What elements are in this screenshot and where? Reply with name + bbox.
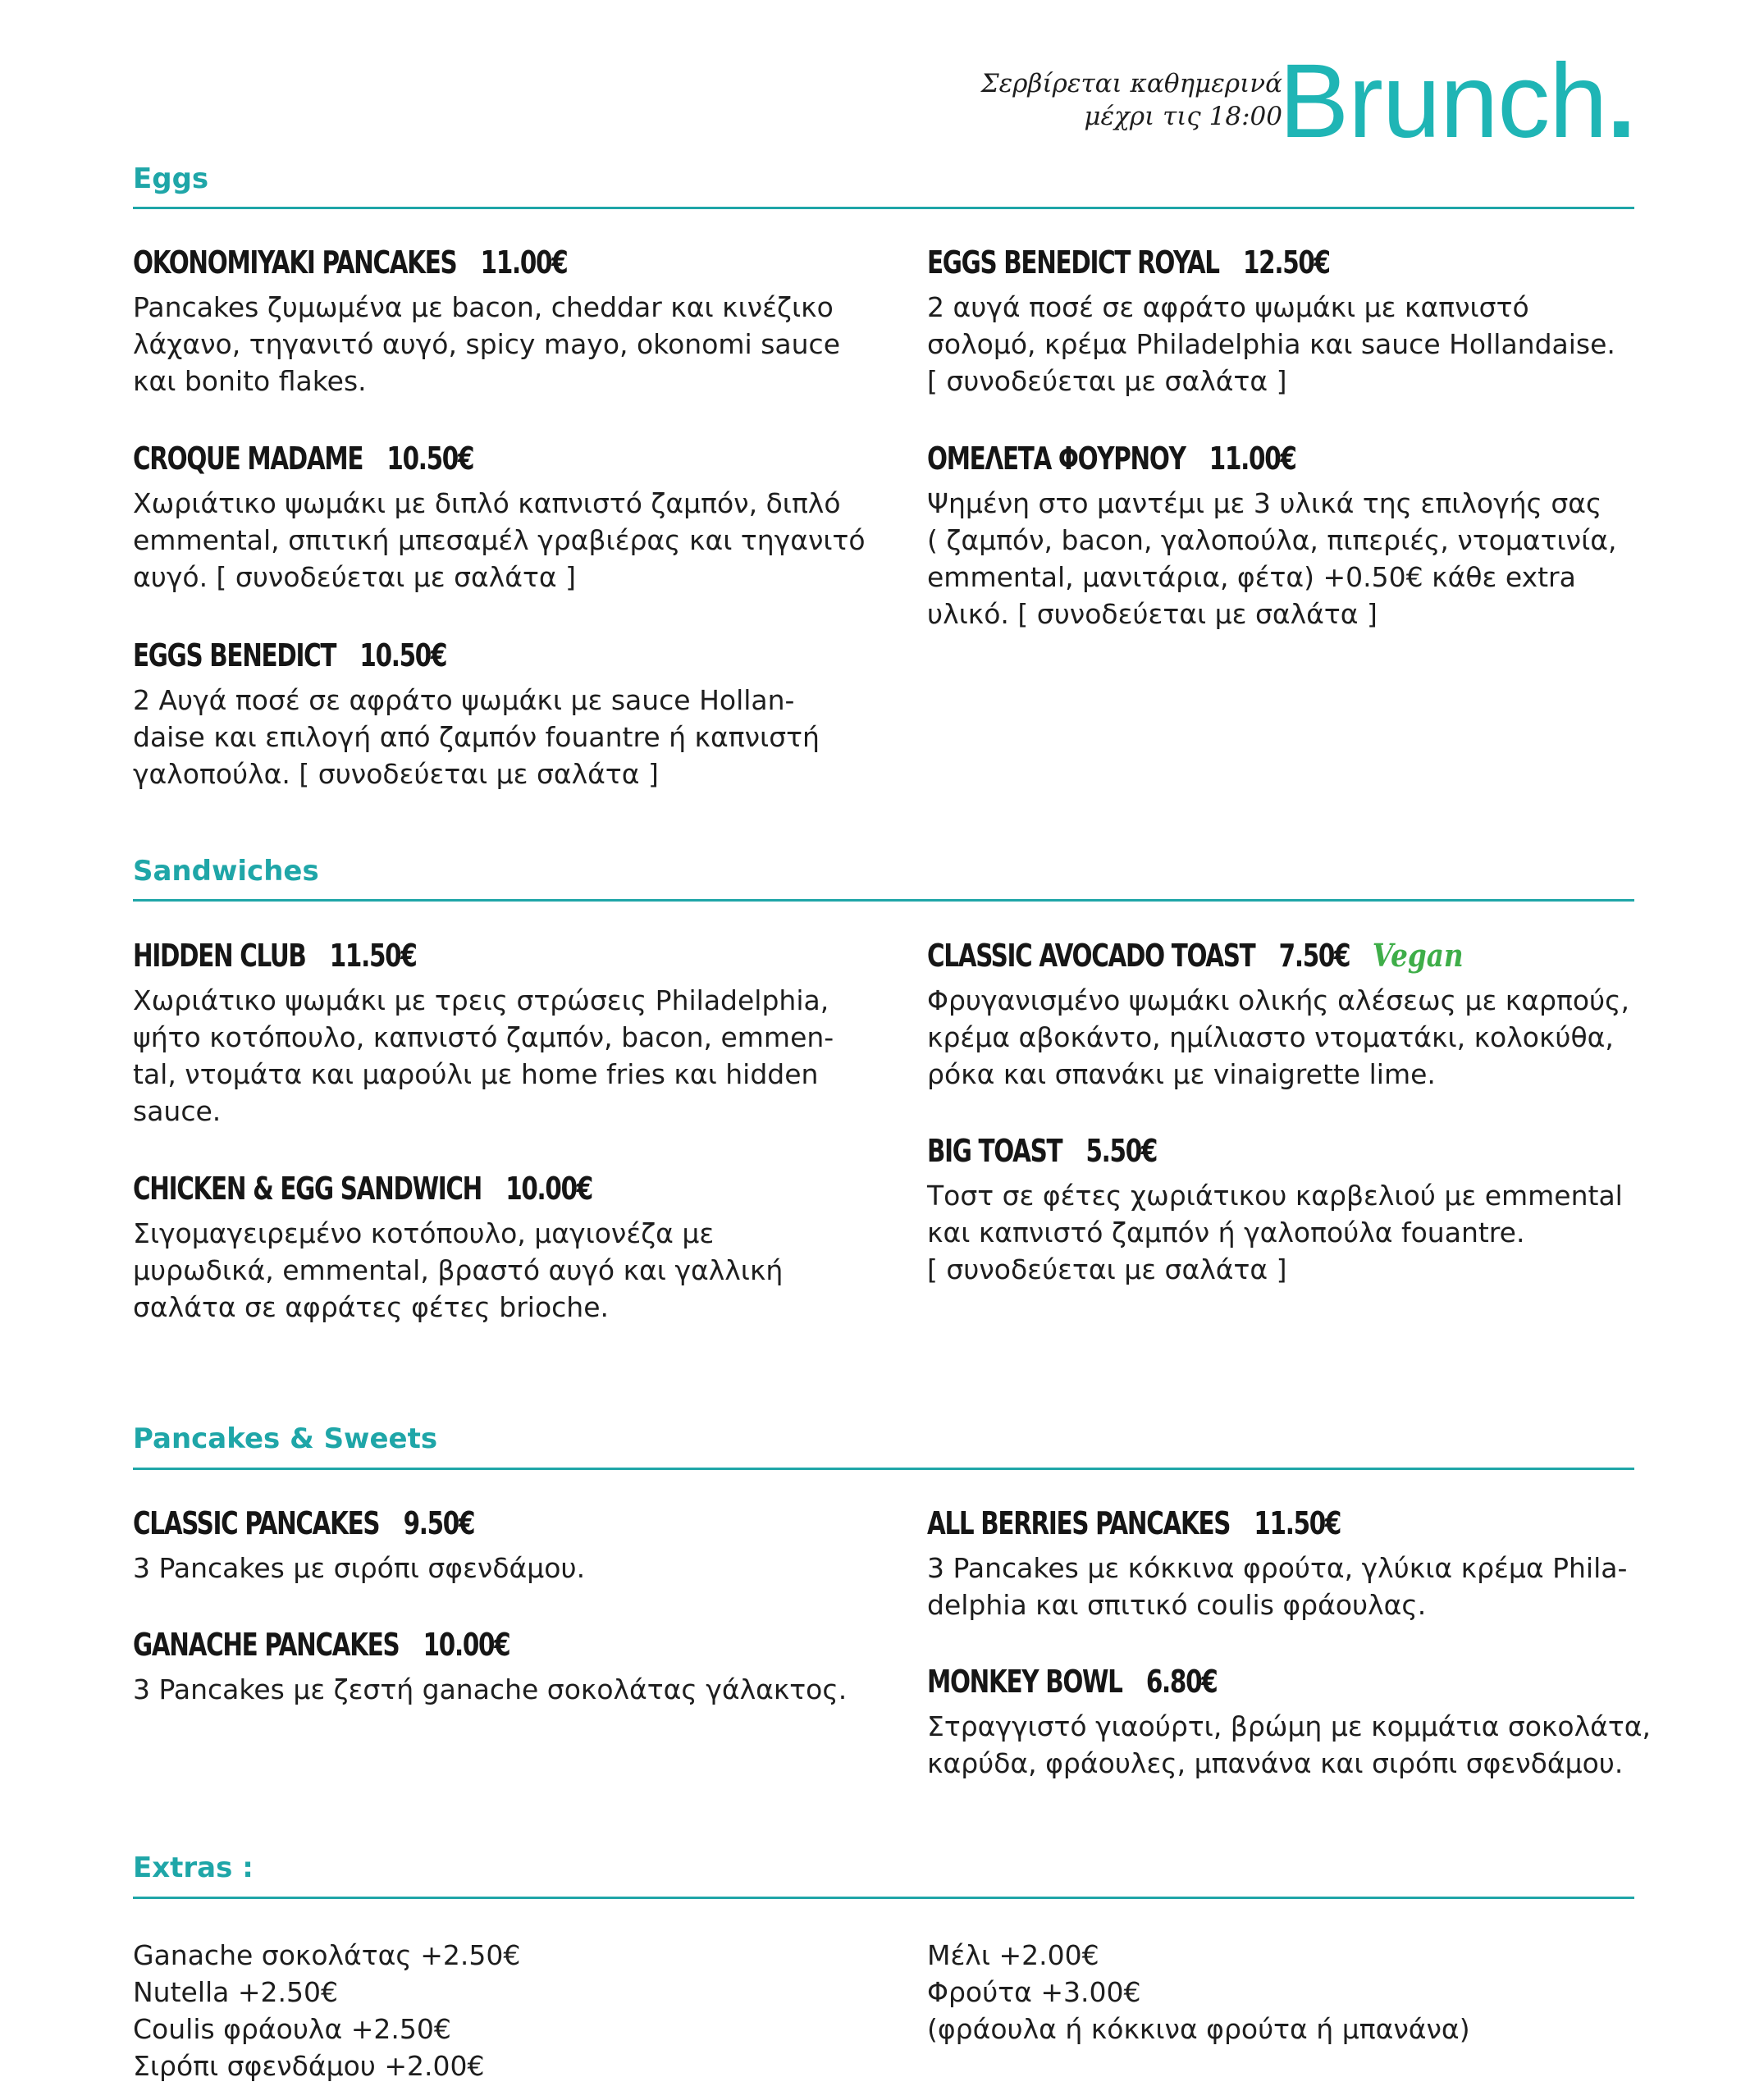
item-name: CLASSIC PANCAKES	[133, 1505, 380, 1541]
desc-line: 3 Pancakes με σιρόπι σφενδάμου.	[133, 1552, 586, 1584]
desc-line: ρόκα και σπανάκι με vinaigrette lime.	[927, 1058, 1436, 1090]
desc-line: κρέμα αβοκάντο, ημίλιαστο ντοματάκι, κολοκύθα,	[927, 1021, 1614, 1053]
menu-item-ganache-pancakes	[133, 1625, 855, 1708]
extra-item: Σιρόπι σφενδάμου +2.00€	[133, 2050, 485, 2082]
item-description	[133, 485, 866, 596]
item-description	[133, 682, 855, 792]
desc-line: [ συνοδεύεται με σαλάτα ]	[927, 1253, 1287, 1285]
desc-line: Στραγγιστό γιαούρτι, βρώμη με κομμάτια σοκολάτα,	[927, 1710, 1651, 1742]
item-description	[133, 289, 855, 399]
item-description	[133, 982, 855, 1130]
item-name: BIG TOAST	[927, 1133, 1062, 1169]
desc-line: Σιγομαγειρεμένο κοτόπουλο, μαγιονέζα με	[133, 1217, 715, 1249]
item-name: HIDDEN CLUB	[133, 938, 306, 974]
menu-item-monkey-bowl	[927, 1662, 1649, 1782]
extra-note: (φράουλα ή κόκκινα φρούτα ή μπανάνα)	[927, 2013, 1470, 2045]
item-price: 11.50€	[329, 938, 417, 974]
extra-item: Μέλι +2.00€	[927, 1939, 1099, 1971]
desc-line: ( ζαμπόν, bacon, γαλοπούλα, πιπεριές, ντοματινία,	[927, 524, 1617, 556]
desc-line: 2 Αυγά ποσέ σε αφράτο ψωμάκι με sauce Hollan-	[133, 684, 795, 716]
title-text: Brunch	[1278, 43, 1607, 160]
item-name: CLASSIC AVOCADO TOAST	[927, 938, 1255, 974]
extra-item: Coulis φράουλα +2.50€	[133, 2013, 451, 2045]
section-divider-sandwiches	[133, 899, 1634, 902]
item-price: 11.00€	[1209, 441, 1296, 477]
item-price: 9.50€	[403, 1505, 475, 1541]
menu-item-hidden-club	[133, 936, 855, 1130]
section-divider-eggs	[133, 207, 1634, 209]
desc-line: γαλοπούλα. [ συνοδεύεται με σαλάτα ]	[133, 758, 659, 790]
menu-item-big-toast	[927, 1131, 1649, 1288]
item-price: 11.00€	[480, 244, 568, 281]
menu-item-all-berries-pancakes	[927, 1504, 1649, 1623]
section-divider-extras	[133, 1897, 1634, 1899]
serving-hours	[823, 67, 1282, 133]
desc-line: delphia και σπιτικό coulis φράουλας.	[927, 1589, 1427, 1621]
desc-line: Τοστ σε φέτες χωριάτικου καρβελιού με emmental	[927, 1180, 1623, 1212]
menu-item-avocado-toast	[927, 936, 1649, 1093]
section-title-eggs: Eggs	[133, 162, 209, 195]
item-name: ΟΜΕΛΕΤΑ ΦΟΥΡΝΟΥ	[927, 441, 1186, 477]
tagline-line-1: Σερβίρεται καθημερινά	[980, 69, 1282, 98]
desc-line: Χωριάτικο ψωμάκι με τρεις στρώσεις Philadelphia,	[133, 984, 829, 1016]
item-description	[133, 1671, 855, 1708]
menu-item-croque-madame	[133, 439, 866, 596]
desc-line: υλικό. [ συνοδεύεται με σαλάτα ]	[927, 598, 1378, 630]
item-price: 12.50€	[1242, 244, 1330, 281]
item-price: 10.50€	[359, 637, 447, 673]
menu-item-eggs-benedict	[133, 636, 855, 792]
item-name: GANACHE PANCAKES	[133, 1627, 400, 1663]
item-name: EGGS BENEDICT	[133, 637, 336, 673]
desc-line: Χωριάτικο ψωμάκι με διπλό καπνιστό ζαμπόν, διπλό	[133, 487, 841, 519]
item-price: 5.50€	[1085, 1133, 1158, 1169]
desc-line: και καπνιστό ζαμπόν ή γαλοπούλα fouantre.	[927, 1217, 1525, 1249]
menu-item-chicken-egg-sandwich	[133, 1169, 855, 1326]
desc-line: λάχανο, τηγανιτό αυγό, spicy mayo, okonomi sauce	[133, 328, 840, 360]
desc-line: και bonito flakes.	[133, 365, 367, 397]
item-description	[927, 485, 1649, 632]
extras-list-right	[927, 1937, 1470, 2048]
extras-list-left	[133, 1937, 520, 2084]
desc-line: σολομό, κρέμα Philadelphia και sauce Hollandaise.	[927, 328, 1615, 360]
desc-line: [ συνοδεύεται με σαλάτα ]	[927, 365, 1287, 397]
item-price: 7.50€	[1278, 938, 1350, 974]
item-price: 10.50€	[386, 441, 474, 477]
desc-line: emmental, σπιτική μπεσαμέλ γραβιέρας και τηγανιτό	[133, 524, 866, 556]
menu-item-eggs-benedict-royal	[927, 243, 1649, 399]
section-title-sandwiches: Sandwiches	[133, 855, 319, 888]
extra-item: Φρούτα +3.00€	[927, 1976, 1141, 2008]
item-description	[927, 1550, 1649, 1623]
item-price: 6.80€	[1145, 1664, 1218, 1700]
item-name: MONKEY BOWL	[927, 1664, 1122, 1700]
desc-line: 3 Pancakes με κόκκινα φρούτα, γλύκια κρέμα Phila-	[927, 1552, 1628, 1584]
desc-line: emmental, μανιτάρια, φέτα) +0.50€ κάθε extra	[927, 561, 1576, 593]
section-title-extras: Extras :	[133, 1851, 254, 1884]
desc-line: sauce.	[133, 1095, 222, 1127]
desc-line: Ψημένη στο μαντέμι με 3 υλικά της επιλογής σας	[927, 487, 1602, 519]
desc-line: αυγό. [ συνοδεύεται με σαλάτα ]	[133, 561, 577, 593]
extra-item: Ganache σοκολάτας +2.50€	[133, 1939, 521, 1971]
desc-line: ψήτο κοτόπουλο, καπνιστό ζαμπόν, bacon, emmen-	[133, 1021, 834, 1053]
item-description	[927, 982, 1649, 1093]
desc-line: daise και επιλογή από ζαμπόν fouantre ή καπνιστή	[133, 721, 820, 753]
desc-line: Φρυγανισμένο ψωμάκι ολικής αλέσεως με καρπούς,	[927, 984, 1629, 1016]
item-description	[927, 289, 1649, 399]
menu-item-omeleta-fournou	[927, 439, 1649, 632]
item-description	[927, 1708, 1649, 1782]
item-price: 11.50€	[1254, 1505, 1341, 1541]
page-title	[1279, 44, 1635, 159]
desc-line: μυρωδικά, emmental, βραστό αυγό και γαλλική	[133, 1254, 784, 1286]
section-title-pancakes-sweets: Pancakes & Sweets	[133, 1422, 438, 1455]
desc-line: καρύδα, φράουλες, μπανάνα και σιρόπι σφενδάμου.	[927, 1747, 1624, 1779]
item-name: ALL BERRIES PANCAKES	[927, 1505, 1231, 1541]
desc-line: Pancakes ζυμωμένα με bacon, cheddar και κινέζικο	[133, 291, 834, 323]
item-name: EGGS BENEDICT ROYAL	[927, 244, 1219, 281]
item-name: OKONOMIYAKI PANCAKES	[133, 244, 457, 281]
item-name: CROQUE MADAME	[133, 441, 363, 477]
item-description	[133, 1550, 855, 1586]
menu-item-okonomiyaki	[133, 243, 855, 399]
desc-line: 3 Pancakes με ζεστή ganache σοκολάτας γάλακτος.	[133, 1673, 848, 1705]
menu-item-classic-pancakes	[133, 1504, 855, 1586]
section-divider-pancakes	[133, 1468, 1634, 1470]
desc-line: tal, ντομάτα και μαρούλι με home fries και hidden	[133, 1058, 819, 1090]
item-price: 10.00€	[505, 1171, 592, 1207]
desc-line: 2 αυγά ποσέ σε αφράτο ψωμάκι με καπνιστό	[927, 291, 1529, 323]
vegan-badge: Vegan	[1372, 937, 1464, 974]
item-description	[133, 1215, 855, 1326]
desc-line: σαλάτα σε αφράτες φέτες brioche.	[133, 1291, 609, 1323]
title-dot: .	[1606, 43, 1635, 160]
extra-item: Nutella +2.50€	[133, 1976, 339, 2008]
item-name: CHICKEN & EGG SANDWICH	[133, 1171, 482, 1207]
item-description	[927, 1177, 1649, 1288]
item-price: 10.00€	[423, 1627, 510, 1663]
tagline-line-2: μέχρι τις 18:00	[1084, 102, 1282, 131]
